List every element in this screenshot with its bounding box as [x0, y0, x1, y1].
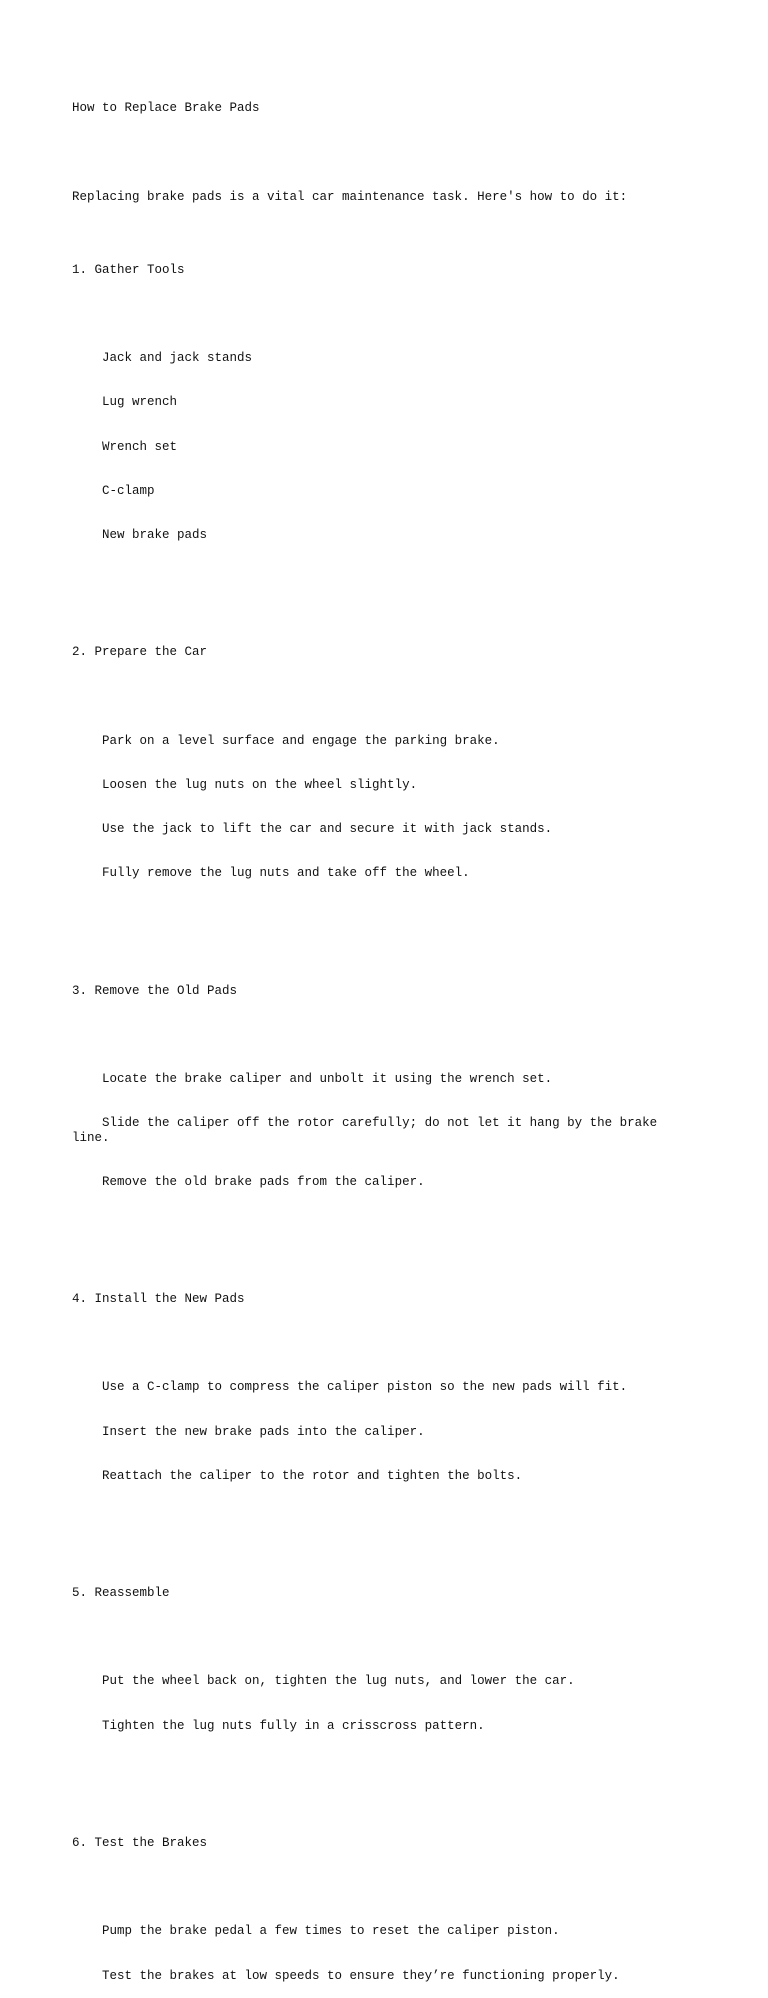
list-item: Use the jack to lift the car and secure it with jack stands. — [102, 821, 553, 836]
list-item: Put the wheel back on, tighten the lug nuts, and lower the car. — [102, 1674, 575, 1689]
list-item: Insert the new brake pads into the caliper. — [102, 1424, 425, 1439]
list-item: Pump the brake pedal a few times to reset the caliper piston. — [102, 1924, 560, 1939]
list-item: Loosen the lug nuts on the wheel slightly. — [102, 777, 418, 792]
document-body — [72, 72, 692, 1998]
list-item: Reattach the caliper to the rotor and tighten the bolts. — [102, 1468, 523, 1483]
spacer — [72, 1336, 692, 1351]
section-heading: 2. Prepare the Car — [72, 645, 208, 660]
list-item: Fully remove the lug nuts and take off the wheel. — [102, 865, 470, 880]
spacer — [72, 689, 692, 704]
list-item: Locate the brake caliper and unbolt it using the wrench set. — [102, 1071, 553, 1086]
section-heading: 6. Test the Brakes — [72, 1836, 208, 1851]
spacer — [72, 146, 692, 161]
list-item: Test the brakes at low speeds to ensure they’re functioning properly. — [102, 1968, 620, 1983]
spacer — [72, 307, 692, 322]
list-item: C-clamp — [102, 483, 155, 498]
section-heading: 3. Remove the Old Pads — [72, 983, 238, 998]
spacer — [72, 1763, 692, 1778]
spacer — [72, 1630, 692, 1645]
list-item: Remove the old brake pads from the caliper. — [102, 1174, 425, 1189]
list-item: Use a C-clamp to compress the caliper piston so the new pads will fit. — [102, 1380, 628, 1395]
list-item: Park on a level surface and engage the parking brake. — [102, 733, 500, 748]
spacer — [72, 1028, 692, 1043]
spacer — [72, 1880, 692, 1895]
spacer — [72, 572, 692, 587]
section-heading: 4. Install the New Pads — [72, 1292, 245, 1307]
spacer — [72, 910, 692, 925]
section-heading: 1. Gather Tools — [72, 263, 185, 278]
list-item: Tighten the lug nuts fully in a crisscross pattern. — [102, 1718, 485, 1733]
list-item: Jack and jack stands — [102, 351, 253, 366]
intro-text: Replacing brake pads is a vital car maintenance task. Here's how to do it: — [72, 189, 628, 204]
list-item: Wrench set — [102, 439, 178, 454]
spacer — [72, 1513, 692, 1528]
list-item: Lug wrench — [102, 395, 178, 410]
list-item: New brake pads — [102, 527, 208, 542]
section-heading: 5. Reassemble — [72, 1586, 170, 1601]
document-title: How to Replace Brake Pads — [72, 101, 260, 116]
list-item: Slide the caliper off the rotor carefully; do not let it hang by the brake line. — [72, 1115, 665, 1145]
spacer — [72, 1219, 692, 1234]
